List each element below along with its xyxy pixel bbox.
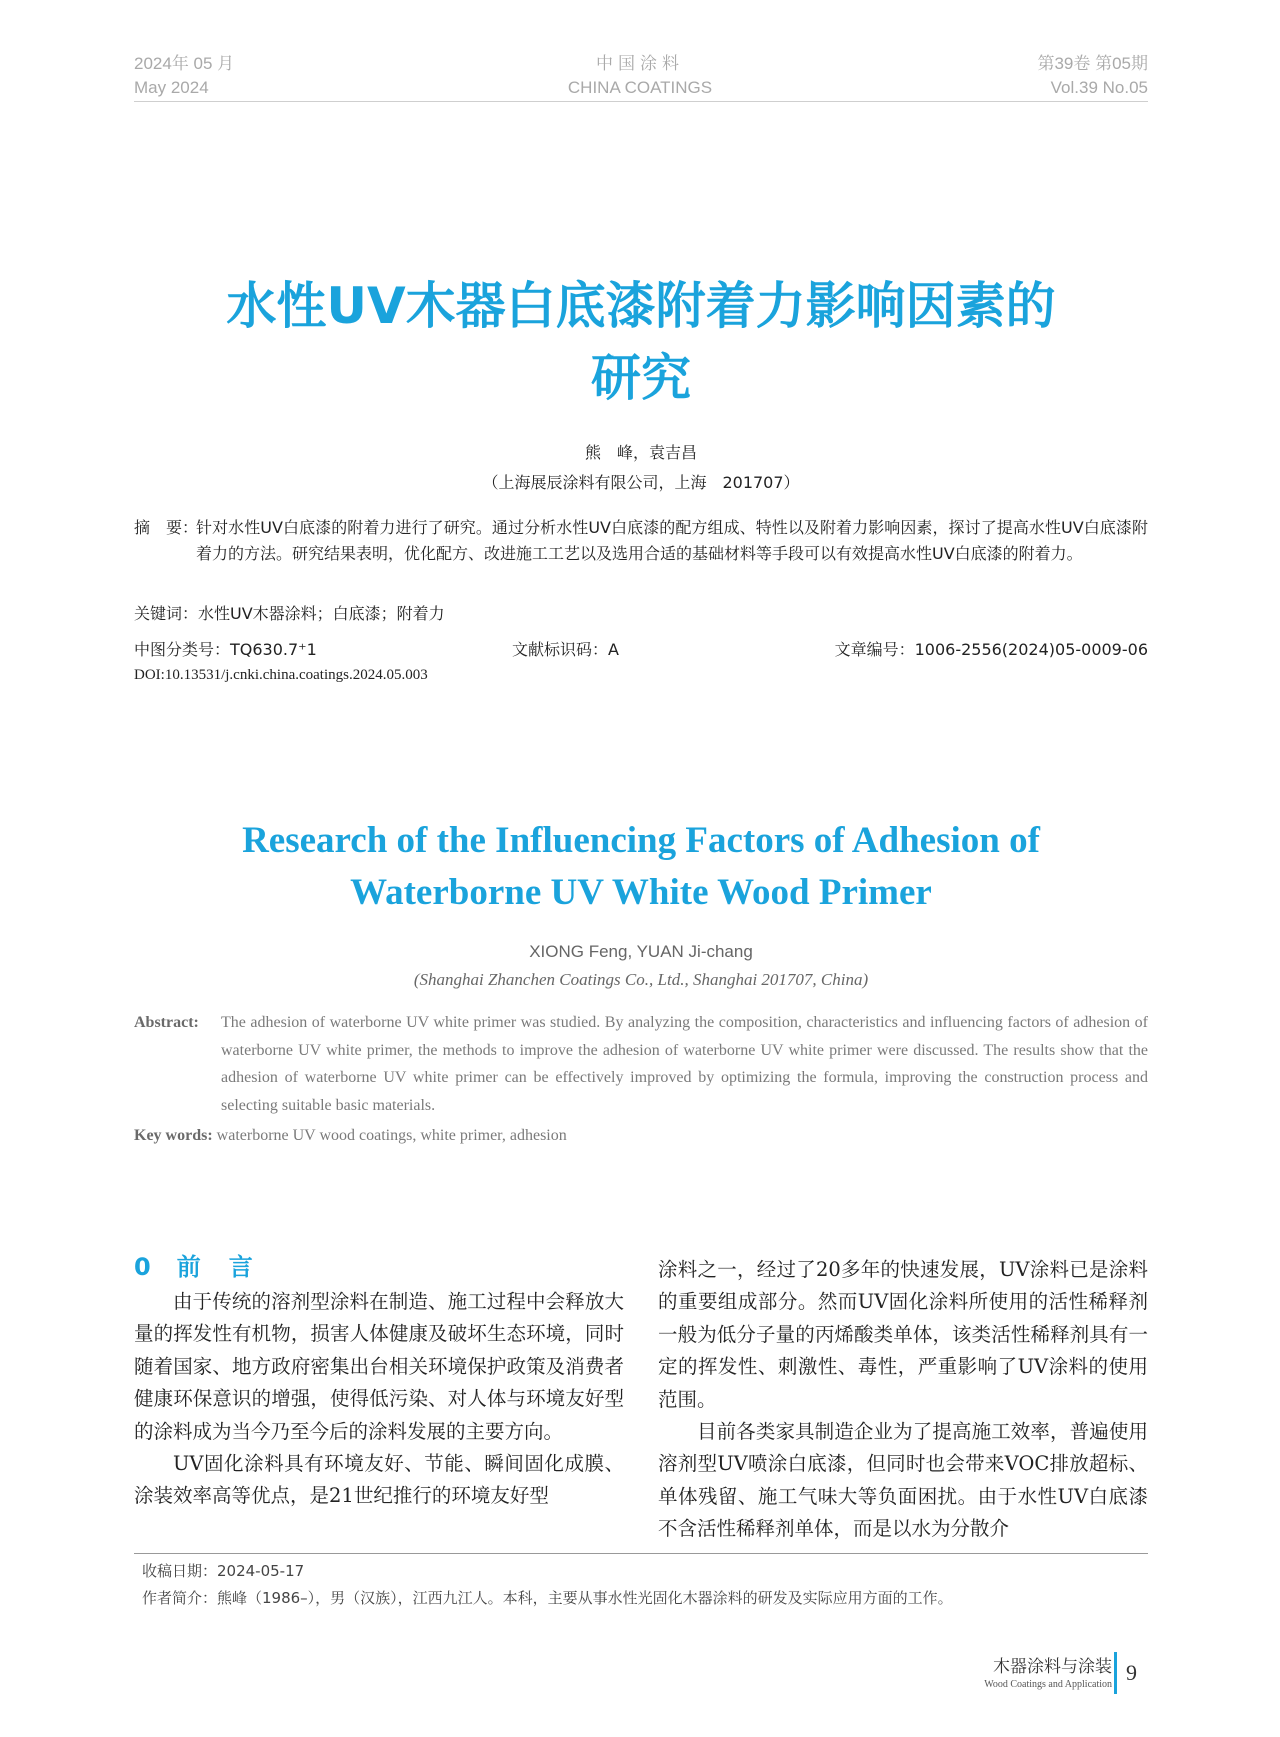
section-title: 前言 bbox=[176, 1253, 281, 1281]
cn-title bbox=[134, 270, 1148, 414]
cn-abstract-text: 针对水性UV白底漆的附着力进行了研究。通过分析水性UV白底漆的配方组成、特性以及附着力影响因素，探讨了提高水性UV白底漆附着力的方法。研究结果表明，优化配方、改进施工工艺以及选用合适的基础材料等手段可以有效提高水性UV白底漆的附着力。 bbox=[196, 518, 1148, 563]
cn-abstract-label: 摘 要： bbox=[134, 518, 199, 537]
header-date-cn: 2024年 05 月 bbox=[134, 54, 235, 73]
header-journal-cn: 中国涂料 bbox=[596, 54, 684, 73]
en-abstract-text: The adhesion of waterborne UV white primer was studied. By analyzing the composition, characteristics and influencing factors of adhesion of waterborne UV white primer, the methods to improve the adhesion of waterborne UV white primer were discussed. The results show that the adhesion of waterborne UV white primer can be effectively improved by optimizing the formula, improving the construction process and selecting suitable basic materials. bbox=[221, 1014, 1148, 1114]
cn-abstract bbox=[134, 515, 1148, 567]
document-code: 文献标识码：A bbox=[512, 640, 619, 659]
footnote-received: 收稿日期：2024-05-17 bbox=[142, 1562, 305, 1580]
section-heading bbox=[134, 1247, 281, 1282]
cn-title-line1: 水性UV木器白底漆附着力影响因素的 bbox=[226, 277, 1056, 335]
header-volume-en: Vol.39 No.05 bbox=[1050, 78, 1148, 97]
en-abstract bbox=[134, 1009, 1148, 1119]
body-column-right bbox=[658, 1254, 1148, 1546]
header-volume bbox=[1037, 52, 1148, 100]
en-authors: XIONG Feng, YUAN Ji-chang bbox=[529, 942, 753, 961]
body-paragraph: 目前各类家具制造企业为了提高施工效率，普遍使用溶剂型UV喷涂白底漆，但同时也会带来VOC排放超标、单体残留、施工气味大等负面困扰。由于水性UV白底漆不含活性稀释剂单体，而是以水为分散介 bbox=[658, 1420, 1148, 1541]
doi: DOI:10.13531/j.cnki.china.coatings.2024.05.003 bbox=[134, 667, 428, 683]
en-abstract-label: Abstract: bbox=[134, 1014, 199, 1031]
en-keywords-text: waterborne UV wood coatings, white primer, adhesion bbox=[216, 1127, 567, 1144]
footer-column-en: Wood Coatings and Application bbox=[984, 1679, 1112, 1690]
cn-authors: 熊 峰，袁吉昌 bbox=[584, 443, 697, 462]
header-date-en: May 2024 bbox=[134, 78, 209, 97]
en-affiliation: (Shanghai Zhanchen Coatings Co., Ltd., Shanghai 201707, China) bbox=[413, 970, 869, 989]
classification-number: 中图分类号：TQ630.7⁺1 bbox=[134, 640, 317, 659]
cn-keywords: 关键词：水性UV木器涂料；白底漆；附着力 bbox=[134, 604, 445, 623]
footer-column-cn: 木器涂料与涂装 bbox=[993, 1657, 1112, 1677]
header-volume-cn: 第39卷 第05期 bbox=[1037, 54, 1148, 73]
body-paragraph: UV固化涂料具有环境友好、节能、瞬间固化成膜、涂装效率高等优点，是21世纪推行的环境友好型 bbox=[134, 1452, 624, 1508]
header-journal bbox=[480, 52, 800, 100]
page-number: 9 bbox=[1126, 1660, 1137, 1685]
footnote-divider bbox=[134, 1553, 1148, 1554]
header-journal-en: CHINA COATINGS bbox=[567, 78, 713, 97]
en-keywords bbox=[134, 1127, 567, 1145]
header-date bbox=[134, 52, 234, 100]
en-title bbox=[134, 815, 1148, 919]
en-title-line1: Research of the Influencing Factors of Adhesion of bbox=[242, 820, 1040, 861]
en-title-line2: Waterborne UV White Wood Primer bbox=[350, 872, 932, 913]
footnote-author-bio: 作者简介：熊峰（1986–），男（汉族），江西九江人。本科，主要从事水性光固化木器涂料的研发及实际应用方面的工作。 bbox=[142, 1589, 953, 1607]
body-paragraph: 由于传统的溶剂型涂料在制造、施工过程中会释放大量的挥发性有机物，损害人体健康及破坏生态环境，同时随着国家、地方政府密集出台相关环境保护政策及消费者健康环保意识的增强，使得低污染、对人体与环境友好型的涂料成为当今乃至今后的涂料发展的主要方向。 bbox=[134, 1290, 624, 1443]
section-number: 0 bbox=[134, 1253, 153, 1281]
header-divider bbox=[134, 101, 1148, 102]
body-column-left bbox=[134, 1286, 624, 1513]
cn-title-line2: 研究 bbox=[591, 349, 691, 407]
footer-accent-bar bbox=[1114, 1652, 1117, 1694]
body-paragraph: 涂料之一，经过了20多年的快速发展，UV涂料已是涂料的重要组成部分。然而UV固化涂料所使用的活性稀释剂一般为低分子量的丙烯酸类单体，该类活性稀释剂具有一定的挥发性、刺激性、毒性，严重影响了UV涂料的使用范围。 bbox=[658, 1258, 1148, 1411]
article-number: 文章编号：1006-2556(2024)05-0009-06 bbox=[834, 640, 1148, 659]
footer-column bbox=[984, 1652, 1112, 1690]
en-keywords-label: Key words: bbox=[134, 1127, 213, 1144]
cn-affiliation: （上海展辰涂料有限公司，上海 201707） bbox=[482, 473, 800, 492]
